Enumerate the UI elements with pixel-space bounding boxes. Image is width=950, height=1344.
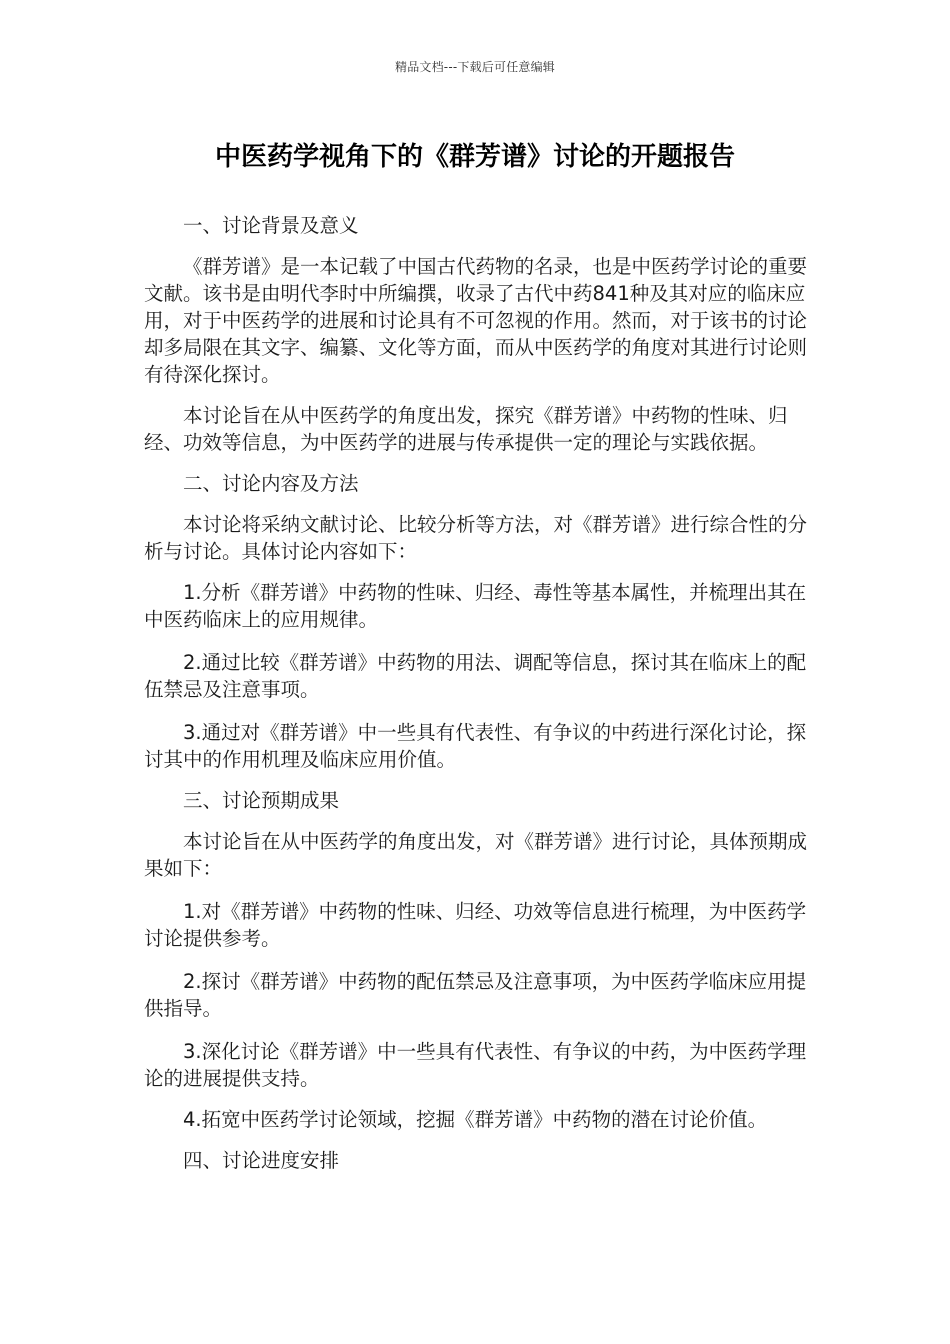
list-item-content-3: 3.通过对《群芳谱》中一些具有代表性、有争议的中药进行深化讨论，探讨其中的作用机理及临床应用价值。: [144, 721, 807, 771]
paragraph-background-intro: 《群芳谱》是一本记载了中国古代药物的名录，也是中医药学讨论的重要文献。该书是由明代李时中所编撰，收录了古代中药841种及其对应的临床应用，对于中医药学的进展和讨论具有不可忽视的作用。然而，对于该书的讨论却多局限在其文字、编纂、文化等方面，而从中医药学的角度对其进行讨论则有待深化探讨。: [144, 255, 808, 386]
section-heading-expected-results: 三、讨论预期成果: [183, 789, 340, 812]
list-item-result-2: 2.探讨《群芳谱》中药物的配伍禁忌及注意事项，为中医药学临床应用提供指导。: [144, 970, 807, 1020]
document-body: [144, 212, 809, 1188]
list-item-result-3: 3.深化讨论《群芳谱》中一些具有代表性、有争议的中药，为中医药学理论的进展提供支持。: [144, 1040, 807, 1090]
list-item-content-1: 1.分析《群芳谱》中药物的性味、归经、毒性等基本属性，并梳理出其在中医药临床上的应用规律。: [144, 581, 807, 631]
page-header: 精品文档---下载后可任意编辑: [395, 60, 555, 74]
document-title: 中医药学视角下的《群芳谱》讨论的开题报告: [214, 142, 735, 172]
paragraph-methods-intro: 本讨论将采纳文献讨论、比较分析等方法，对《群芳谱》进行综合性的分析与讨论。具体讨论内容如下：: [144, 513, 808, 563]
paragraph-results-intro: 本讨论旨在从中医药学的角度出发，对《群芳谱》进行讨论，具体预期成果如下：: [144, 830, 808, 880]
section-heading-schedule: 四、讨论进度安排: [183, 1149, 340, 1172]
list-item-content-2: 2.通过比较《群芳谱》中药物的用法、调配等信息，探讨其在临床上的配伍禁忌及注意事项。: [144, 651, 807, 701]
paragraph-research-aim: 本讨论旨在从中医药学的角度出发，探究《群芳谱》中药物的性味、归经、功效等信息，为中医药学的进展与传承提供一定的理论与实践依据。: [144, 404, 788, 454]
list-item-result-1: 1.对《群芳谱》中药物的性味、归经、功效等信息进行梳理，为中医药学讨论提供参考。: [144, 900, 807, 950]
section-heading-background: 一、讨论背景及意义: [183, 214, 359, 237]
list-item-result-4: 4.拓宽中医药学讨论领域，挖掘《群芳谱》中药物的潜在讨论价值。: [183, 1108, 768, 1131]
section-heading-content-methods: 二、讨论内容及方法: [183, 472, 359, 495]
